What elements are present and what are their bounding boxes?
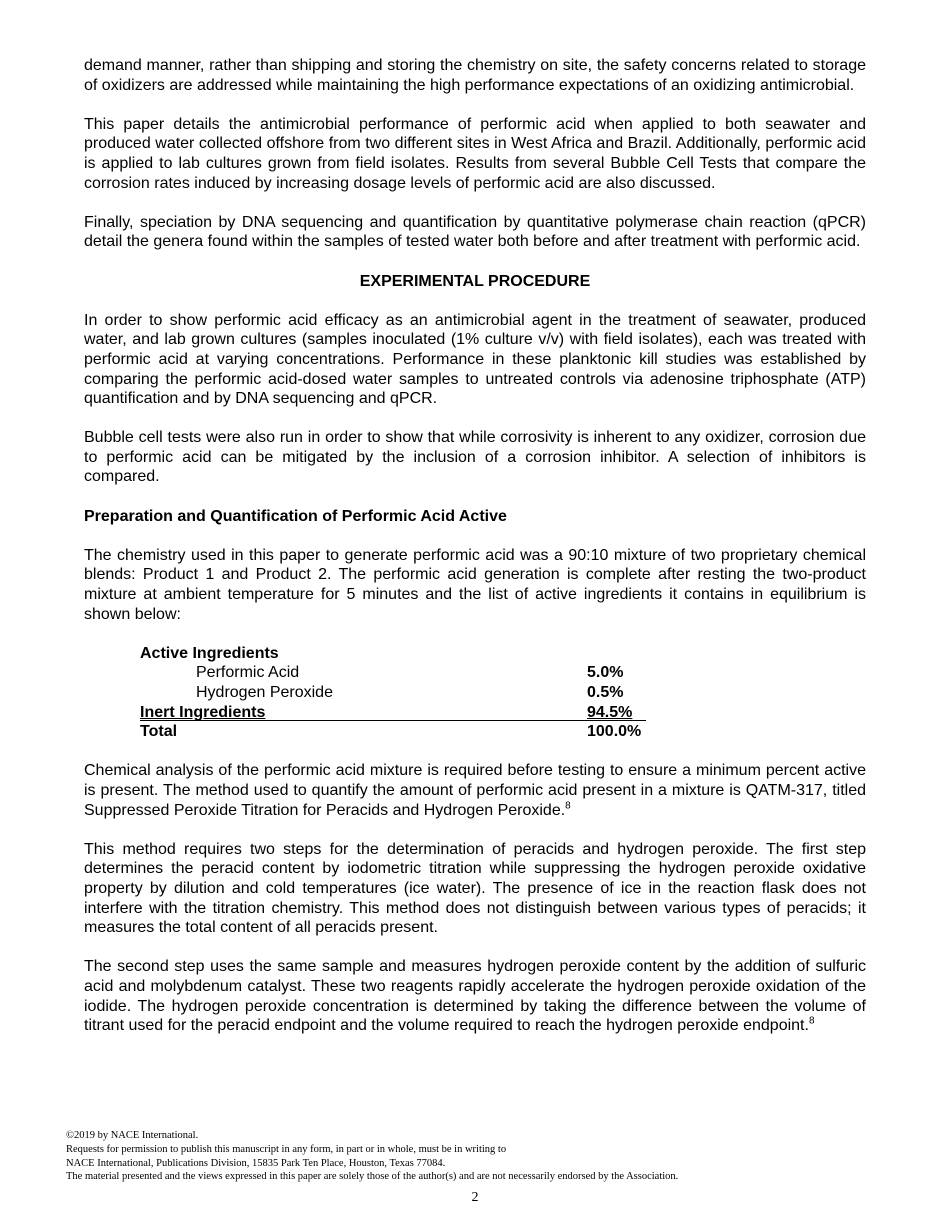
paragraph-chemistry: The chemistry used in this paper to generate performic acid was a 90:10 mixture of two proprietary chemical blends: Product 1 and Product 2. The performic acid generation is complete after resting the two-product mixture at ambient temperature for 5 minutes and the list of active ingredients it contains in equilibrium is shown below: xyxy=(84,546,866,623)
paragraph-method-steps: This method requires two steps for the determination of peracids and hydrogen peroxide. The first step determines the peracid content by iodometric titration while suppressing the hydrogen peroxide oxidative property by dilution and cold temperatures (ice water). The presence of ice in the reaction flask does not interfere with the titration chemistry. This method does not distinguish between various types of peracids; it measures the total content of all peracids present. xyxy=(84,840,866,937)
footer-copyright: ©2019 by NACE International. xyxy=(66,1130,199,1141)
reference-superscript: 8 xyxy=(808,1015,815,1027)
subsection-heading-preparation: Preparation and Quantification of Performic Acid Active xyxy=(84,507,507,525)
page-number: 2 xyxy=(471,1190,479,1205)
ingredients-table xyxy=(140,644,646,742)
section-heading-experimental: EXPERIMENTAL PROCEDURE xyxy=(359,272,591,290)
page-footer xyxy=(66,1129,886,1184)
ingredient-value: 0.5% xyxy=(587,684,624,701)
paragraph-efficacy: In order to show performic acid efficacy as an antimicrobial agent in the treatment of seawater, produced water, and lab grown cultures (samples inoculated (1% culture v/v) with field isolates), each was treated with performic acid at varying concentrations. Performance in these planktonic kill studies was established by comparing the performic acid-dosed water samples to untreated controls via adenosine triphosphate (ATP) quantification and by DNA sequencing and qPCR. xyxy=(84,311,866,408)
inert-ingredients-value: 94.5% xyxy=(587,703,646,721)
ingredient-value: 5.0% xyxy=(587,664,624,682)
inert-ingredients-row xyxy=(140,703,646,723)
active-ingredients-label: Active Ingredients xyxy=(140,644,279,662)
ingredient-name: Performic Acid xyxy=(196,664,300,682)
total-label: Total xyxy=(140,723,178,741)
total-value: 100.0% xyxy=(587,723,642,741)
ingredients-header-row xyxy=(140,644,646,664)
reference-superscript: 8 xyxy=(565,800,571,812)
footer-permission: Requests for permission to publish this manuscript in any form, in part or in whole, must be in writing to xyxy=(66,1143,507,1155)
footer-disclaimer: The material presented and the views expressed in this paper are solely those of the author(s) and are not necessarily endorsed by the Association. xyxy=(66,1171,679,1183)
ingredient-row xyxy=(140,683,646,703)
paragraph-second-step xyxy=(84,957,866,1035)
inert-ingredients-label: Inert Ingredients xyxy=(140,703,587,721)
ingredient-row xyxy=(140,663,646,683)
paragraph-intro-continued: demand manner, rather than shipping and storing the chemistry on site, the safety concerns related to storage of oxidizers are addressed while maintaining the high performance expectations of an oxidizing antimicrobial. xyxy=(84,57,866,94)
second-step-text: The second step uses the same sample and measures hydrogen peroxide content by the addition of sulfuric acid and molybdenum catalyst. These two reagents rapidly accelerate the hydrogen peroxide oxidation of the iodide. The hydrogen peroxide concentration is determined by taking the difference between the volume of titrant used for the peracid endpoint and the volume required to reach the hydrogen peroxide endpoint. xyxy=(84,958,866,1035)
paragraph-paper-details: This paper details the antimicrobial performance of performic acid when applied to both seawater and produced water collected offshore from two different sites in West Africa and Brazil. Additionally, performic acid is applied to lab cultures grown from field isolates. Results from several Bubble Cell Tests that compare the corrosion rates induced by increasing dosage levels of performic acid are also discussed. xyxy=(84,115,866,192)
paragraph-speciation: Finally, speciation by DNA sequencing and quantification by quantitative polymerase chain reaction (qPCR) detail the genera found within the samples of tested water both before and after treatment with performic acid. xyxy=(84,213,866,251)
chemical-analysis-text: Chemical analysis of the performic acid mixture is required before testing to ensure a minimum percent active is present. The method used to quantify the amount of performic acid present in a mixture is QATM-317, titled Suppressed Peroxide Titration for Peracids and Hydrogen Peroxide. xyxy=(84,762,866,819)
paragraph-chemical-analysis xyxy=(84,761,866,820)
body-text xyxy=(84,56,866,1055)
footer-address: NACE International, Publications Division, 15835 Park Ten Place, Houston, Texas 77084. xyxy=(66,1157,446,1169)
paragraph-bubble-cell: Bubble cell tests were also run in order to show that while corrosivity is inherent to any oxidizer, corrosion due to performic acid can be mitigated by the inclusion of a corrosion inhibitor. A selection of inhibitors is compared. xyxy=(84,429,866,486)
ingredient-name: Hydrogen Peroxide xyxy=(196,684,333,701)
total-row xyxy=(140,722,646,742)
